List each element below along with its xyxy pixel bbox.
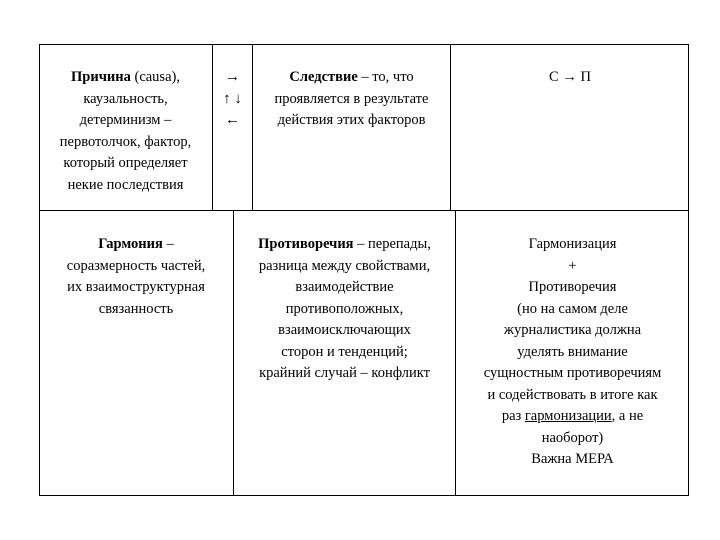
contradictions-line: взаимоисключающих [278, 322, 411, 338]
raz-suffix: , а не [611, 408, 644, 424]
contradictions-line: крайний случай – конфликт [259, 365, 430, 381]
cause-line: первотолчок, фактор, [59, 133, 192, 150]
cause-line: который определяет [63, 155, 188, 171]
harmony-line: связанность [98, 300, 174, 317]
harmonization-line: (но на самом деле [517, 300, 628, 317]
arrow-up-down: ↑ ↓ [223, 90, 242, 107]
contradictions-line: разница между свойствами, [258, 257, 431, 274]
harmonization-line: журналистика должна [503, 322, 642, 338]
contradictions-line: сторон и тенденций; [281, 343, 408, 360]
harmonization-line: Важна МЕРА [531, 451, 614, 467]
harmonization-line: сущностным противоречиям [483, 365, 662, 381]
cause-cell [39, 67, 212, 196]
contradictions-first-rest: – перепады, [353, 236, 431, 252]
effect-line: проявляется в результате [274, 90, 429, 107]
formula-text: С → П [549, 69, 591, 85]
cause-line: детерминизм – [79, 112, 172, 128]
harmonization-line: уделять внимание [517, 343, 628, 360]
effect-cell [253, 67, 450, 132]
contradictions-term: Противоречия [258, 236, 354, 252]
harmonization-raz-line [456, 406, 689, 428]
harmony-term: Гармония [98, 236, 163, 252]
cause-latin: (causa), [130, 69, 180, 85]
harmony-line: их взаимоструктурная [67, 279, 205, 295]
harmonization-line: наоборот) [541, 429, 604, 446]
contradictions-line: противоположных, [285, 300, 404, 317]
cause-term: Причина [71, 69, 131, 85]
harmonization-line: Противоречия [528, 279, 617, 295]
harmony-first-rest: – [162, 236, 174, 252]
arrows-cell [213, 67, 252, 132]
effect-line: действия этих факторов [277, 112, 426, 128]
harmonization-cell [456, 234, 689, 471]
harmony-heading [39, 234, 233, 256]
effect-term: Следствие [289, 69, 358, 85]
harmonization-underlined-word: гармонизации [524, 408, 612, 424]
cause-heading [39, 67, 212, 89]
arrow-right: → [225, 69, 240, 85]
raz-prefix: раз [501, 408, 525, 424]
harmonization-line: + [568, 257, 577, 274]
harmony-cell [39, 234, 233, 320]
harmonization-line: Гармонизация [528, 236, 617, 252]
effect-heading [253, 67, 450, 89]
contradictions-cell [234, 234, 455, 385]
arrow-left: ← [225, 112, 240, 128]
effect-first-rest: – то, что [357, 69, 414, 85]
contradictions-heading [234, 234, 455, 256]
harmonization-line: и содействовать в итоге как [487, 386, 658, 403]
cause-line: каузальность, [83, 90, 168, 107]
cause-line: некие последствия [67, 176, 184, 193]
row-divider [39, 210, 689, 211]
formula-cell [451, 67, 689, 89]
contradictions-line: взаимодействие [295, 279, 394, 295]
harmony-line: соразмерность частей, [66, 257, 206, 274]
